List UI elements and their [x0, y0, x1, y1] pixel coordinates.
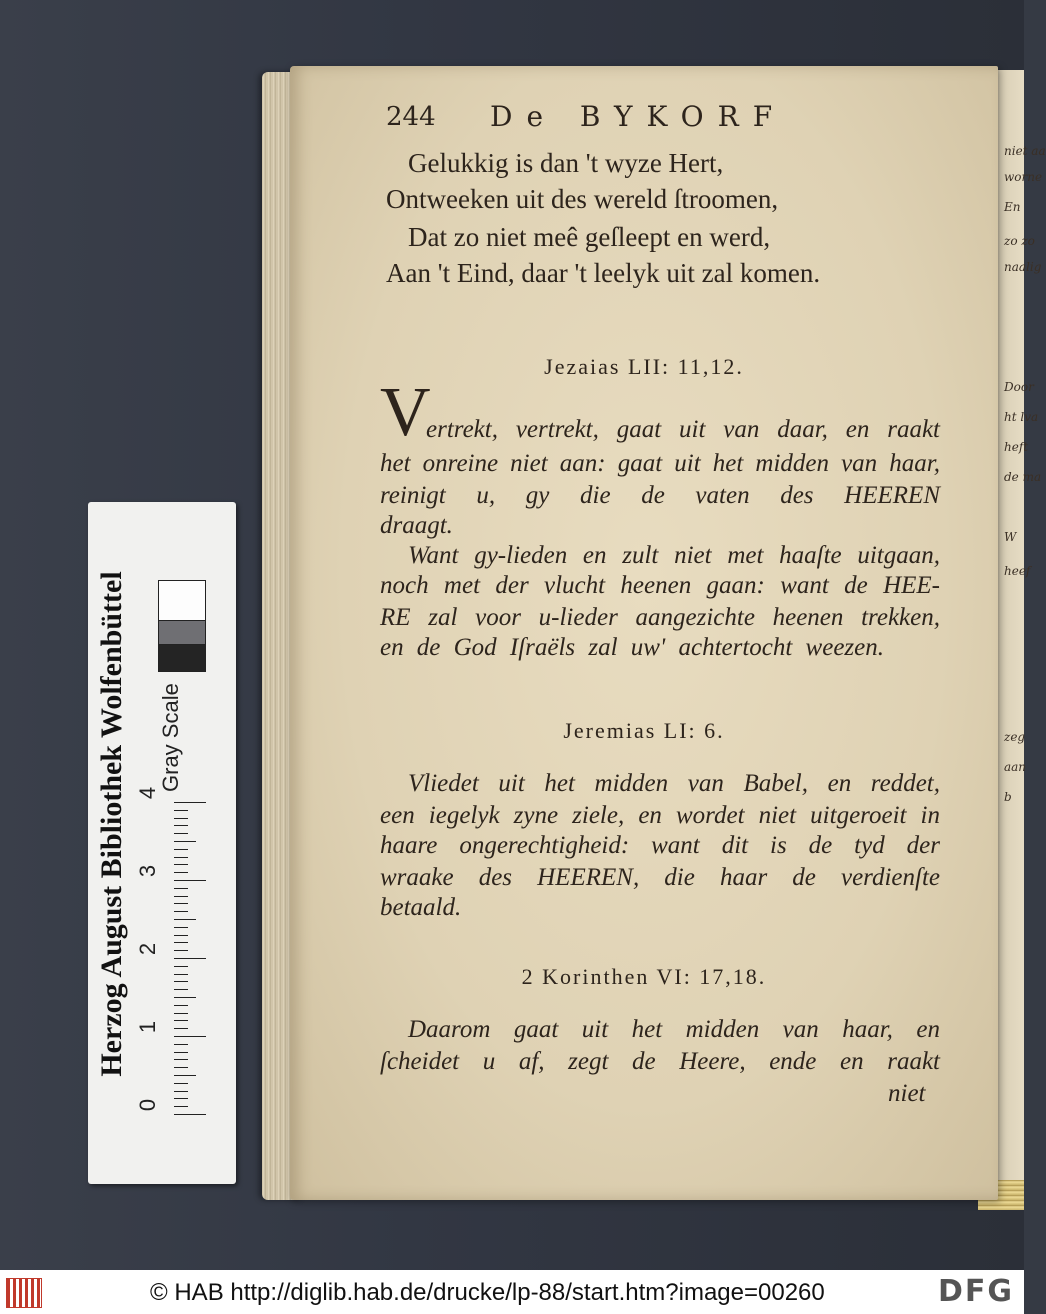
centimeter-scale [135, 786, 210, 1122]
gray-scale-label: Gray Scale [158, 683, 183, 792]
section-heading: 2 Korinthen VI: 17,18. [521, 964, 767, 989]
scale-tick [174, 989, 188, 990]
text-line: ſcheidet u af, zegt de Heere, ende en raakt [380, 1048, 940, 1075]
facing-page-fragment: b [1004, 790, 1012, 804]
scale-number: 2 [135, 942, 161, 956]
text-line: ertrekt, vertrekt, gaat uit van daar, en raakt [426, 416, 940, 443]
catchword: niet [888, 1080, 926, 1107]
footer-bar [0, 1270, 1024, 1314]
drop-cap: V [380, 374, 431, 451]
library-label: Herzog August Bibliothek Wolfenbüttel [95, 571, 128, 1077]
text-line: RE zal voor u-lieder aangezichte heenen trekken, [380, 604, 940, 631]
section-heading: Jeremias LI: 6. [563, 718, 725, 743]
verse-line: Dat zo niet meê geſleept en werd, [408, 222, 771, 252]
scale-tick [174, 1114, 206, 1115]
scale-tick [174, 919, 196, 920]
verse-line: Aan 't Eind, daar 't leelyk uit zal komen. [386, 258, 821, 288]
scale-tick [174, 1005, 188, 1006]
facing-page-fragment: worne [1004, 170, 1043, 184]
scale-tick [174, 1036, 206, 1037]
scale-number: 3 [135, 864, 161, 878]
scale-tick [174, 1075, 196, 1076]
scale-tick [174, 864, 188, 865]
scale-tick [174, 1044, 188, 1045]
running-title: De BYKORF [490, 100, 787, 133]
scale-tick [174, 880, 206, 881]
scale-tick [174, 810, 188, 811]
scale-tick [174, 849, 188, 850]
scale-tick [174, 1098, 188, 1099]
scale-tick [174, 950, 188, 951]
facing-page-fragment: zo zo [1004, 234, 1035, 248]
scale-tick [174, 903, 188, 904]
scale-tick [174, 872, 188, 873]
scale-tick [174, 896, 188, 897]
scale-ruler [88, 502, 236, 1184]
footer-citation[interactable]: © HAB http://diglib.hab.de/drucke/lp-88/start.htm?image=00260 [150, 1279, 825, 1306]
scale-tick [174, 927, 188, 928]
section-heading: Jezaias LII: 11,12. [544, 354, 744, 379]
text-line: Daarom gaat uit het midden van haar, en [408, 1016, 940, 1043]
scale-tick [174, 1020, 188, 1021]
text-line: betaald. [380, 894, 462, 921]
page-header [386, 98, 966, 138]
text-line: noch met der vlucht heenen gaan: want de HEE- [380, 572, 940, 599]
scale-tick [174, 966, 188, 967]
text-line: haare ongerechtigheid: want dit is de tyd der [380, 832, 940, 859]
book-page [290, 66, 998, 1200]
scale-tick [174, 935, 188, 936]
scale-number: 4 [135, 786, 161, 800]
text-line: wraake des HEEREN, die haar de verdienſte [380, 864, 940, 891]
scale-tick [174, 1091, 188, 1092]
scale-tick [174, 974, 188, 975]
scale-tick [174, 841, 196, 842]
scale-tick [174, 942, 188, 943]
verse-line: Gelukkig is dan 't wyze Hert, [408, 148, 724, 178]
scale-tick [174, 981, 188, 982]
facing-page-fragment: naalig [1004, 260, 1042, 274]
scale-tick [174, 833, 188, 834]
text-line: het onreine niet aan: gaat uit het midden van haar, [380, 450, 940, 477]
text-line: draagt. [380, 512, 453, 539]
scale-tick [174, 1013, 188, 1014]
scale-tick [174, 1106, 188, 1107]
facing-page-fragment: zeg [1004, 730, 1026, 744]
gray-swatch-white [158, 580, 206, 622]
scale-tick [174, 1028, 188, 1029]
scale-tick [174, 958, 206, 959]
facing-page-fragment: W [1004, 530, 1017, 544]
scale-tick [174, 911, 188, 912]
scale-tick [174, 1052, 188, 1053]
facing-page-fragment: aan [1004, 760, 1027, 774]
page-number: 244 [386, 102, 436, 132]
scale-tick [174, 825, 188, 826]
text-line: Want gy-lieden en zult niet met haaſte uitgaan, [408, 542, 940, 569]
facing-page-fragment: En [1004, 200, 1021, 214]
facing-page-fragment: ht lva [1004, 410, 1039, 424]
scale-tick [174, 818, 188, 819]
facing-page-fragment: Door [1004, 380, 1034, 394]
text-line: Vliedet uit het midden van Babel, en reddet, [408, 770, 940, 797]
scale-tick [174, 1067, 188, 1068]
facing-page-fragment: heft [1004, 440, 1029, 454]
dfg-logo: DFG [937, 1274, 1014, 1309]
text-line: en de God Iſraëls zal uw' achtertocht weezen. [380, 634, 884, 661]
scale-number: 0 [135, 1098, 161, 1112]
scale-tick [174, 1083, 188, 1084]
hab-logo-icon [6, 1278, 42, 1308]
text-line: reinigt u, gy die de vaten des HEEREN [380, 482, 940, 509]
scale-tick [174, 888, 188, 889]
facing-page-fragment: heef [1004, 564, 1031, 578]
scale-tick [174, 997, 196, 998]
scale-tick [174, 857, 188, 858]
scale-number: 1 [135, 1020, 161, 1034]
verse-line: Ontweeken uit des wereld ſtroomen, [386, 184, 779, 214]
text-line: een iegelyk zyne ziele, en wordet niet uitgeroeit in [380, 802, 940, 829]
facing-page-fragment: de ma [1004, 470, 1042, 484]
facing-page-fragment: niet aa [1004, 144, 1046, 158]
scale-tick [174, 1059, 188, 1060]
scale-tick [174, 802, 206, 803]
